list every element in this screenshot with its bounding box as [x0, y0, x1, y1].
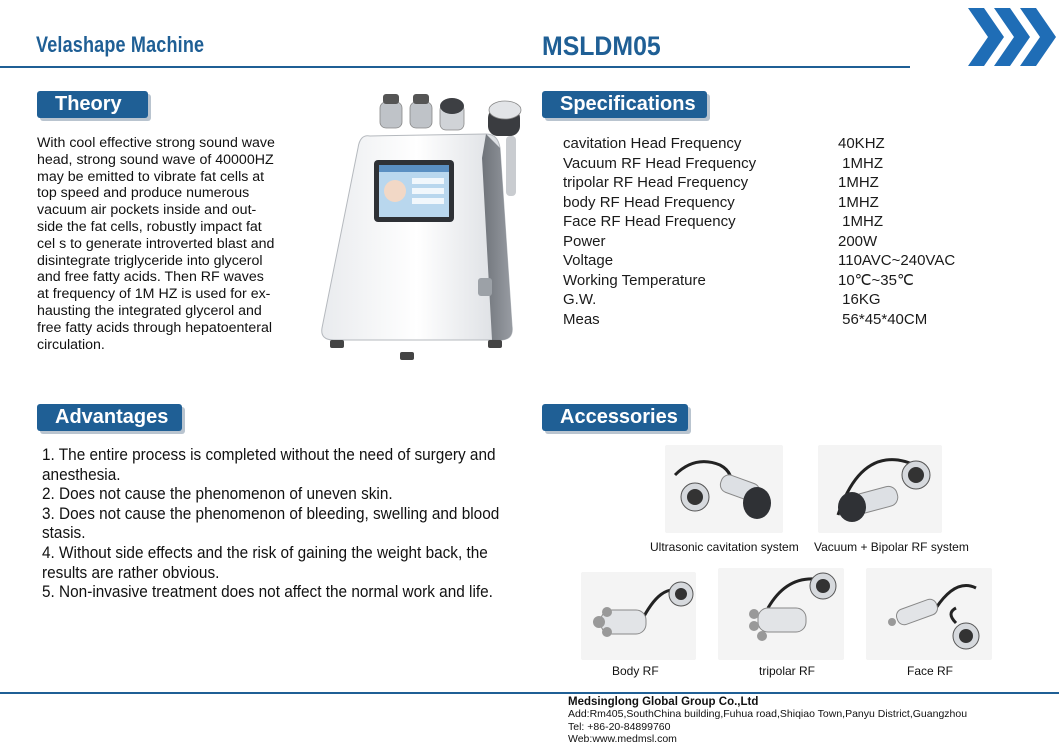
accessory-label: Ultrasonic cavitation system — [650, 540, 799, 554]
accessory-photo-vacuum-bipolar — [818, 445, 942, 533]
spec-row — [563, 193, 983, 213]
theory-line: cel s to generate introverted blast and — [37, 235, 275, 252]
spec-value: 200W — [838, 232, 878, 250]
theory-line: and free fatty acids. Then RF waves — [37, 269, 264, 286]
company-web: Web:www.medmsl.com — [568, 733, 677, 746]
spec-row — [563, 173, 983, 193]
company-tel: Tel: +86-20-84899760 — [568, 720, 671, 733]
theory-line: side the fat cells, robustly impact fat — [37, 218, 262, 235]
advantage-line: 1. The entire process is completed without the need of surgery and — [42, 446, 496, 464]
accessory-photo-ultrasonic — [665, 445, 783, 533]
spec-value: 1MHZ — [838, 213, 883, 230]
spec-row — [563, 134, 983, 154]
theory-line: free fatty acids through hepatoenteral — [37, 319, 273, 336]
specifications-heading: Specifications — [542, 91, 707, 118]
spec-value: 1MHZ — [838, 154, 883, 172]
advantage-line: results are rather obvious. — [42, 563, 220, 582]
theory-line: hausting the integrated glycerol and — [37, 302, 262, 319]
accessory-label: Face RF — [907, 664, 954, 678]
advantage-line: 3. Does not cause the phenomenon of bleeding, swelling and blood — [42, 504, 500, 523]
advantage-line: 5. Non-invasive treatment does not affect the normal work and life. — [42, 583, 493, 602]
advantages-list — [42, 446, 498, 603]
accessory-photo-face-rf — [866, 568, 992, 660]
spec-label: Working Temperature — [563, 271, 706, 289]
spec-row — [563, 154, 983, 174]
spec-table — [563, 134, 983, 329]
theory-line: head, strong sound wave of 40000HZ — [37, 151, 274, 168]
theory-line: circulation. — [37, 336, 105, 353]
spec-row — [563, 251, 983, 271]
accessory-label: tripolar RF — [759, 664, 816, 678]
spec-row — [563, 212, 983, 232]
spec-row — [563, 271, 983, 291]
theory-line: With cool effective strong sound wave — [37, 135, 275, 151]
theory-line: at frequency of 1M HZ is used for ex- — [37, 286, 271, 303]
spec-label: Voltage — [563, 252, 614, 269]
spec-value: 56*45*40CM — [838, 310, 928, 328]
spec-value: 10℃~35℃ — [838, 271, 914, 289]
theory-line: may be emitted to vibrate fat cells at — [37, 168, 265, 185]
accessory-photo-body-rf — [581, 572, 696, 660]
spec-label: Face RF Head Frequency — [563, 213, 736, 230]
touch-screen — [374, 160, 454, 222]
spec-label: tripolar RF Head Frequency — [563, 174, 749, 191]
spec-value: 110AVC~240VAC — [838, 252, 956, 269]
spec-label: G.W. — [563, 291, 597, 308]
spec-value: 16KG — [838, 291, 881, 308]
spec-label: Vacuum RF Head Frequency — [563, 154, 757, 172]
spec-row — [563, 290, 983, 310]
model-number: MSLDM05 — [542, 31, 661, 61]
footer-divider — [0, 692, 1059, 694]
theory-heading: Theory — [37, 91, 148, 118]
advantage-line: 2. Does not cause the phenomenon of uneven skin. — [42, 485, 393, 504]
accessory-label: Body RF — [612, 664, 659, 678]
accessories-heading: Accessories — [542, 404, 688, 431]
theory-line: top speed and produce numerous — [37, 185, 250, 202]
company-address: Add:Rm405,SouthChina building,Fuhua road,Shiqiao Town,Panyu District,Guangzhou — [568, 708, 968, 721]
spec-label: Meas — [563, 310, 600, 328]
spec-label: body RF Head Frequency — [563, 193, 735, 211]
advantages-heading: Advantages — [37, 404, 182, 431]
spec-row — [563, 310, 983, 330]
advantage-line: 4. Without side effects and the risk of gaining the weight back, the — [42, 543, 488, 562]
spec-value: 1MHZ — [838, 174, 879, 191]
footer — [568, 696, 967, 746]
page-title: Velashape Machine — [36, 32, 205, 57]
spec-value: 40KHZ — [838, 135, 885, 152]
header-divider — [0, 66, 910, 68]
company-name: Medsinglong Global Group Co.,Ltd — [568, 696, 759, 708]
spec-label: cavitation Head Frequency — [563, 135, 742, 152]
spec-row — [563, 232, 983, 252]
theory-paragraph — [37, 135, 305, 353]
accessory-photo-tripolar-rf — [718, 568, 844, 660]
spec-value: 1MHZ — [838, 193, 879, 211]
theory-line: disintegrate triglyceride into glycerol — [37, 252, 263, 269]
advantage-line: anesthesia. — [42, 465, 121, 484]
theory-line: vacuum air pockets inside and out- — [37, 202, 257, 219]
advantage-line: stasis. — [42, 524, 86, 543]
spec-label: Power — [563, 232, 606, 250]
accessory-label: Vacuum + Bipolar RF system — [814, 540, 969, 554]
chevron-arrows-icon — [966, 6, 1058, 68]
machine-image — [300, 88, 538, 370]
